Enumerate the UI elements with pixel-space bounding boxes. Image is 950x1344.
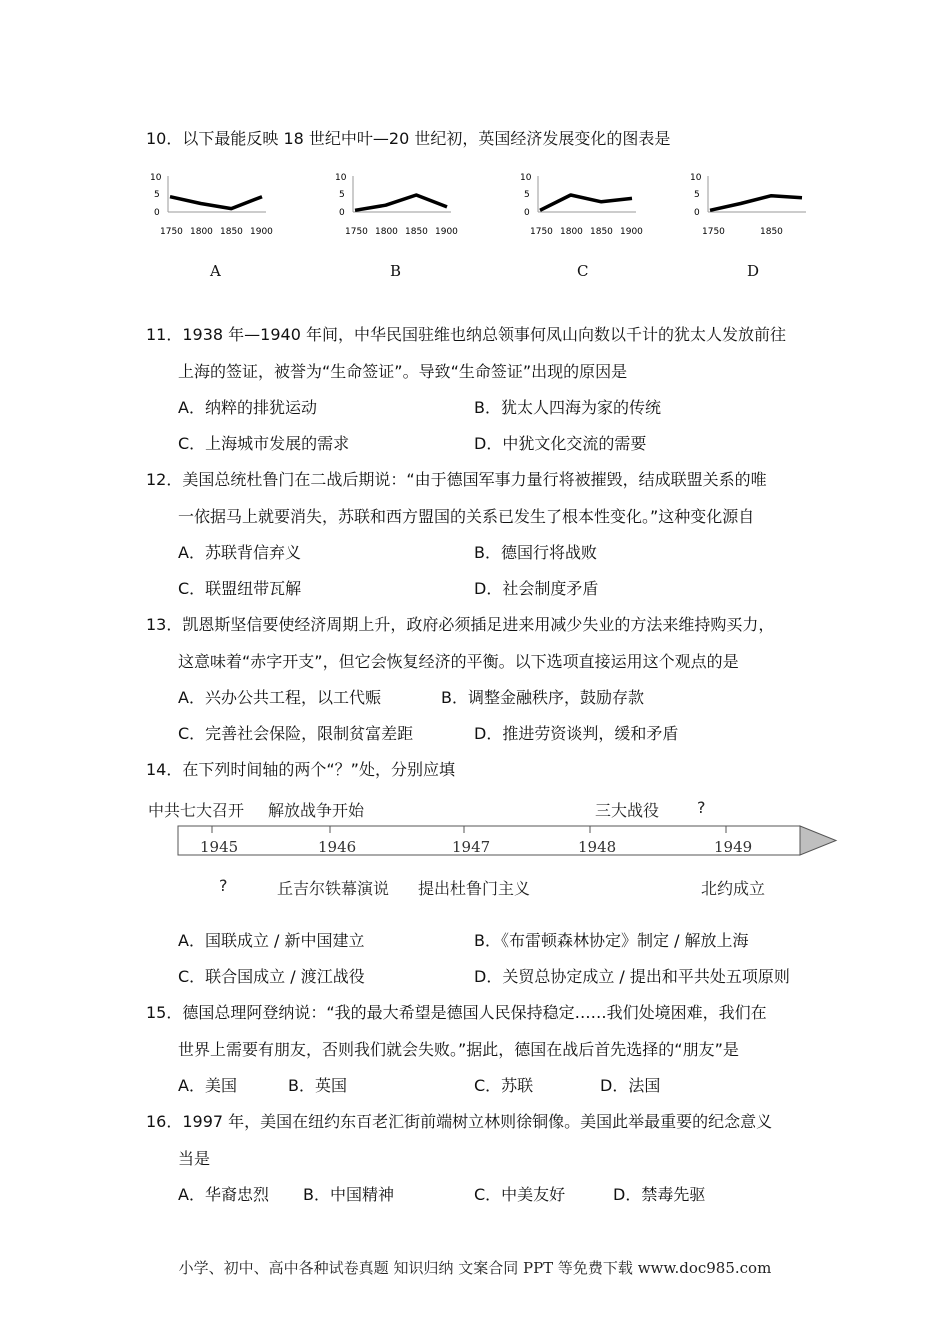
chart-d-xtick-1: 1750	[702, 227, 725, 237]
timeline-year-1945: 1945	[200, 838, 239, 856]
q16-option-a[interactable]: A．华裔忠烈	[178, 1185, 269, 1204]
q13-option-d[interactable]: D．推进劳资谈判，缓和矛盾	[474, 724, 679, 743]
q13-option-c[interactable]: C．完善社会保险，限制贫富差距	[178, 724, 414, 743]
footer-text: 小学、初中、高中各种试卷真题 知识归纳 文案合同 PPT 等免费下载 www.doc985.com	[178, 1259, 772, 1277]
chart-a-svg	[140, 166, 290, 246]
q10-stem: 10．以下最能反映 18 世纪中叶—20 世纪初，英国经济发展变化的图表是	[146, 129, 671, 148]
q14-option-c[interactable]: C．联合国成立 / 渡江战役	[178, 967, 365, 986]
q11-option-d[interactable]: D．中犹文化交流的需要	[474, 434, 647, 453]
q16-option-d[interactable]: D．禁毒先驱	[613, 1185, 706, 1204]
timeline-bottom-1: ?	[219, 876, 228, 895]
chart-c-ytick-10: 10	[520, 173, 532, 183]
q15-line2: 世界上需要有朋友，否则我们就会失败。”据此，德国在战后首先选择的“朋友”是	[178, 1040, 739, 1059]
chart-c	[510, 166, 660, 246]
q14-option-b[interactable]: B．《布雷顿森林协定》制定 / 解放上海	[474, 931, 749, 950]
chart-b	[325, 166, 475, 246]
chart-a-series	[170, 197, 262, 209]
chart-b-series	[355, 195, 447, 210]
q15-option-d[interactable]: D．法国	[600, 1076, 661, 1095]
timeline-bottom-3: 提出杜鲁门主义	[418, 879, 531, 898]
chart-d-series	[710, 196, 802, 211]
chart-c-xtick-4: 1900	[620, 227, 643, 237]
q14-option-a[interactable]: A．国联成立 / 新中国建立	[178, 931, 365, 950]
chart-b-ytick-5: 5	[339, 190, 345, 200]
timeline-year-1948: 1948	[578, 838, 617, 856]
timeline-top-1: 中共七大召开	[148, 801, 245, 820]
timeline-year-1949: 1949	[714, 838, 753, 856]
chart-d-ytick-5: 5	[694, 190, 700, 200]
q13-line2: 这意味着“赤字开支”，但它会恢复经济的平衡。以下选项直接运用这个观点的是	[178, 652, 739, 671]
chart-a-letter: A	[210, 262, 221, 280]
timeline-arrowhead	[800, 826, 836, 855]
chart-b-xtick-1: 1750	[345, 227, 368, 237]
chart-c-ytick-5: 5	[524, 190, 530, 200]
q15-option-a[interactable]: A．美国	[178, 1076, 237, 1095]
chart-b-svg	[325, 166, 475, 246]
timeline-year-1947: 1947	[452, 838, 491, 856]
timeline-bottom-2: 丘吉尔铁幕演说	[277, 879, 390, 898]
chart-d-ytick-0: 0	[694, 208, 700, 218]
chart-a-xtick-4: 1900	[250, 227, 273, 237]
q12-option-b[interactable]: B．德国行将战败	[474, 543, 597, 562]
q12-option-c[interactable]: C．联盟纽带瓦解	[178, 579, 302, 598]
q16-line2: 当是	[178, 1149, 211, 1168]
chart-b-ytick-0: 0	[339, 208, 345, 218]
chart-a	[140, 166, 290, 246]
chart-c-ytick-0: 0	[524, 208, 530, 218]
chart-c-svg	[510, 166, 660, 246]
chart-c-series	[540, 195, 632, 210]
chart-b-xtick-4: 1900	[435, 227, 458, 237]
q16-line1: 16．1997 年，美国在纽约东百老汇街前端树立林则徐铜像。美国此举最重要的纪念意义	[146, 1112, 773, 1131]
q12-option-d[interactable]: D．社会制度矛盾	[474, 579, 599, 598]
q15-option-c[interactable]: C．苏联	[474, 1076, 534, 1095]
q14-stem: 14．在下列时间轴的两个“？”处，分别应填	[146, 760, 455, 779]
q14-option-d[interactable]: D．关贸总协定成立 / 提出和平共处五项原则	[474, 967, 790, 986]
q12-line2: 一依据马上就要消失，苏联和西方盟国的关系已发生了根本性变化。”这种变化源自	[178, 507, 755, 526]
q15-line1: 15．德国总理阿登纳说：“我的最大希望是德国人民保持稳定……我们处境困难，我们在	[146, 1003, 767, 1022]
chart-a-xtick-1: 1750	[160, 227, 183, 237]
q11-option-a[interactable]: A．纳粹的排犹运动	[178, 398, 317, 417]
chart-a-ytick-10: 10	[150, 173, 162, 183]
chart-d-letter: D	[747, 262, 760, 280]
chart-b-ytick-10: 10	[335, 173, 347, 183]
q11-line1: 11．1938 年—1940 年间，中华民国驻维也纳总领事何凤山向数以千计的犹太人发放前往	[146, 325, 786, 344]
chart-c-xtick-2: 1800	[560, 227, 583, 237]
q13-option-a[interactable]: A．兴办公共工程，以工代赈	[178, 688, 381, 707]
timeline-top-2: 解放战争开始	[268, 801, 365, 820]
q16-option-c[interactable]: C．中美友好	[474, 1185, 566, 1204]
q12-line1: 12．美国总统杜鲁门在二战后期说：“由于德国军事力量行将被摧毁，结成联盟关系的唯	[146, 470, 767, 489]
q11-option-c[interactable]: C．上海城市发展的需求	[178, 434, 350, 453]
timeline-top-4: ?	[697, 798, 706, 817]
chart-a-xtick-2: 1800	[190, 227, 213, 237]
q12-option-a[interactable]: A．苏联背信弃义	[178, 543, 301, 562]
q11-line2: 上海的签证，被誉为“生命签证”。导致“生命签证”出现的原因是	[178, 362, 628, 381]
chart-a-ytick-5: 5	[154, 190, 160, 200]
chart-c-xtick-1: 1750	[530, 227, 553, 237]
timeline-arrow	[170, 820, 842, 862]
timeline-top-3: 三大战役	[595, 801, 660, 820]
chart-a-xtick-3: 1850	[220, 227, 243, 237]
chart-d-xtick-2: 1850	[760, 227, 783, 237]
chart-b-letter: B	[390, 262, 402, 280]
q13-line1: 13．凯恩斯坚信要使经济周期上升，政府必须插足进来用减少失业的方法来维持购买力，	[146, 615, 775, 634]
chart-b-xtick-3: 1850	[405, 227, 428, 237]
chart-d	[680, 166, 830, 246]
timeline-year-1946: 1946	[318, 838, 357, 856]
q16-option-b[interactable]: B．中国精神	[303, 1185, 394, 1204]
q13-option-b[interactable]: B．调整金融秩序，鼓励存款	[441, 688, 644, 707]
chart-d-svg	[680, 166, 830, 246]
chart-d-ytick-10: 10	[690, 173, 702, 183]
chart-c-xtick-3: 1850	[590, 227, 613, 237]
chart-c-letter: C	[577, 262, 589, 280]
q15-option-b[interactable]: B．英国	[288, 1076, 347, 1095]
q11-option-b[interactable]: B．犹太人四海为家的传统	[474, 398, 661, 417]
chart-b-xtick-2: 1800	[375, 227, 398, 237]
chart-a-ytick-0: 0	[154, 208, 160, 218]
timeline-bottom-4: 北约成立	[701, 879, 766, 898]
